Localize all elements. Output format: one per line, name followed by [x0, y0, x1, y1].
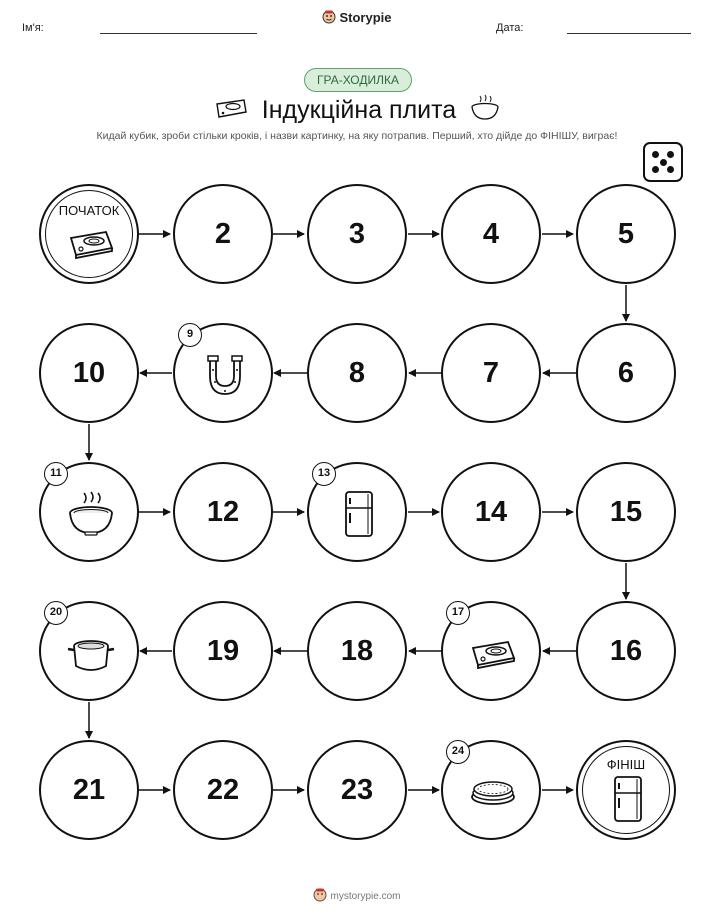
stove-icon: [214, 96, 248, 127]
footer: [0, 888, 714, 905]
horseshoe-icon: [200, 350, 250, 400]
board-cell-22: [173, 740, 273, 840]
cell-number: 16: [609, 634, 643, 667]
board-cell-24: [441, 740, 541, 840]
board-cell-20: [39, 601, 139, 701]
start-label: ПОЧАТОК: [58, 203, 120, 218]
cell-number: 6: [617, 356, 635, 389]
cell-number: 3: [348, 217, 366, 250]
cell-number: 15: [609, 495, 643, 528]
pot-icon: [66, 628, 116, 678]
board-cell-16: [576, 601, 676, 701]
board-cell-3: [307, 184, 407, 284]
date-label: Дата:: [496, 22, 524, 34]
name-label: Ім'я:: [22, 22, 44, 34]
board-cell-19: [173, 601, 273, 701]
pancake-icon: [468, 767, 518, 817]
cell-number-badge: 13: [312, 462, 336, 486]
cell-number-badge: 11: [44, 462, 68, 486]
cell-number: 2: [214, 217, 232, 250]
cell-number-badge: 20: [44, 601, 68, 625]
board-cell-14: [441, 462, 541, 562]
cell-number: 22: [206, 773, 240, 806]
board-cell-15: [576, 462, 676, 562]
fridge-icon: [603, 774, 653, 824]
stove-icon: [468, 628, 518, 678]
footer-url: mystorypie.com: [330, 891, 401, 903]
board-cell-17: [441, 601, 541, 701]
storypie-logo-icon: [322, 10, 336, 27]
brand-name: Storypie: [339, 10, 392, 25]
cell-number: 8: [348, 356, 366, 389]
soup-bowl-icon: [470, 94, 500, 129]
fridge-icon: [334, 489, 384, 539]
title-text: Індукційна плита: [261, 96, 457, 125]
board-cell-8: [307, 323, 407, 423]
stove-icon: [66, 218, 116, 268]
brand: [0, 10, 714, 27]
storypie-logo-icon: [313, 888, 327, 905]
cell-number-badge: 24: [446, 740, 470, 764]
game-type-badge: ГРА-ХОДИЛКА: [304, 68, 412, 92]
cell-number: 19: [206, 634, 240, 667]
board-cell-11: [39, 462, 139, 562]
board-cell-4: [441, 184, 541, 284]
board-cell-18: [307, 601, 407, 701]
board-cell-5: [576, 184, 676, 284]
board-cell-12: [173, 462, 273, 562]
board-cell-25: [576, 740, 676, 840]
cell-number: 7: [482, 356, 500, 389]
cell-number: 21: [72, 773, 106, 806]
board-cell-6: [576, 323, 676, 423]
board-cell-23: [307, 740, 407, 840]
cell-number: 18: [340, 634, 374, 667]
soup-bowl-icon: [66, 489, 116, 539]
cell-number: 14: [474, 495, 508, 528]
board-cell-10: [39, 323, 139, 423]
date-field[interactable]: [567, 33, 691, 34]
finish-label: ФІНІШ: [606, 757, 646, 772]
name-field[interactable]: [100, 33, 257, 34]
cell-number: 23: [340, 773, 374, 806]
board-cell-13: [307, 462, 407, 562]
cell-number: 10: [72, 356, 106, 389]
cell-number: 5: [617, 217, 635, 250]
cell-number-badge: 17: [446, 601, 470, 625]
board-cell-7: [441, 323, 541, 423]
board-cell-2: [173, 184, 273, 284]
cell-number-badge: 9: [178, 323, 202, 347]
dice-five-icon: [643, 142, 683, 182]
cell-number: 4: [482, 217, 500, 250]
board-cell-1: [39, 184, 139, 284]
board-cell-21: [39, 740, 139, 840]
page-title: [0, 94, 714, 129]
instructions: Кидай кубик, зроби стільки кроків, і назви картинку, на яку потрапив. Перший, хто дійде до ФІНІШУ, виграє!: [96, 130, 618, 142]
board-cell-9: [173, 323, 273, 423]
cell-number: 12: [206, 495, 240, 528]
